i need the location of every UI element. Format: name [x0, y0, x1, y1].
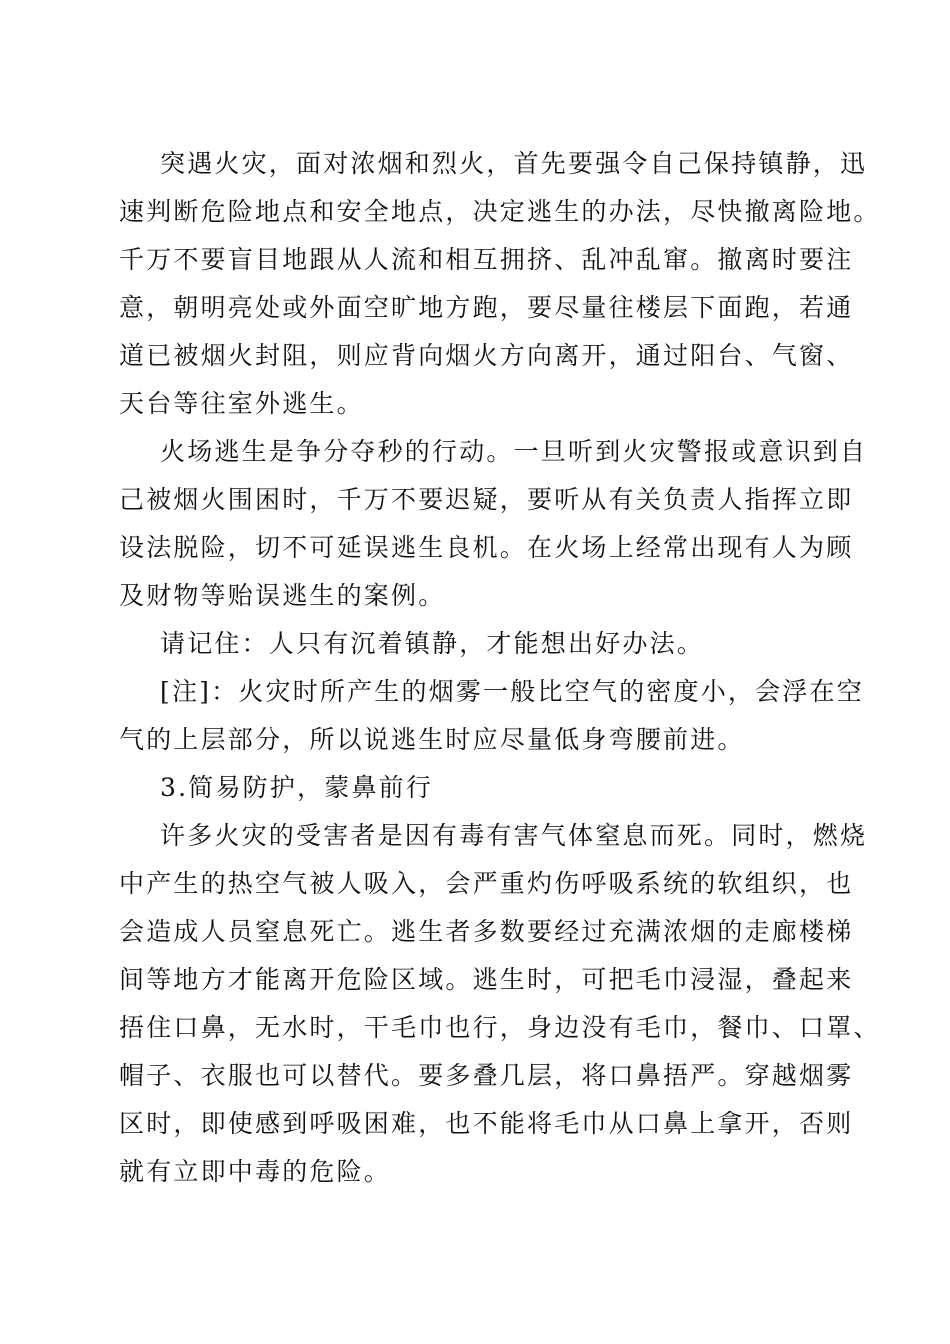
text-line: 己被烟火围困时，千万不要迟疑，要听从有关负责人指挥立即 [119, 485, 854, 514]
text-line: 设法脱险，切不可延误逃生良机。在火场上经常出现有人为顾 [119, 533, 854, 562]
text-line: [注]：火灾时所产生的烟雾一般比空气的密度小，会浮在空 [160, 677, 864, 706]
text-line: 捂住口鼻，无水时，干毛巾也行，身边没有毛巾，餐巾、口罩、 [119, 1013, 881, 1042]
text-line: 天台等往室外逃生。 [119, 389, 364, 418]
text-line: 间等地方才能离开危险区域。逃生时，可把毛巾浸湿，叠起来 [119, 965, 854, 994]
text-line: 帽子、衣服也可以替代。要多叠几层，将口鼻捂严。穿越烟雾 [119, 1061, 854, 1090]
text-line: 意，朝明亮处或外面空旷地方跑，要尽量往楼层下面跑，若通 [119, 293, 854, 322]
text-line: 速判断危险地点和安全地点，决定逃生的办法，尽快撤离险地。 [119, 197, 881, 226]
text-line: 突遇火灾，面对浓烟和烈火，首先要强令自己保持镇静，迅 [160, 149, 868, 178]
text-line: 火场逃生是争分夺秒的行动。一旦听到火灾警报或意识到自 [160, 437, 868, 466]
section-heading: 3.简易防护，蒙鼻前行 [160, 773, 434, 802]
text-line: 中产生的热空气被人吸入，会严重灼伤呼吸系统的软组织，也 [119, 869, 854, 898]
text-line: 气的上层部分，所以说逃生时应尽量低身弯腰前进。 [119, 725, 745, 754]
text-line: 就有立即中毒的危险。 [119, 1157, 392, 1186]
text-line: 许多火灾的受害者是因有毒有害气体窒息而死。同时，燃烧 [160, 821, 868, 850]
text-line: 请记住：人只有沉着镇静，才能想出好办法。 [160, 629, 705, 658]
text-line: 区时，即使感到呼吸困难，也不能将毛巾从口鼻上拿开，否则 [119, 1109, 854, 1138]
text-line: 千万不要盲目地跟从人流和相互拥挤、乱冲乱窜。撤离时要注 [119, 245, 854, 274]
text-line: 道已被烟火封阻，则应背向烟火方向离开，通过阳台、气窗、 [119, 341, 854, 370]
text-line: 会造成人员窒息死亡。逃生者多数要经过充满浓烟的走廊楼梯 [119, 917, 854, 946]
text-line: 及财物等贻误逃生的案例。 [119, 581, 446, 610]
